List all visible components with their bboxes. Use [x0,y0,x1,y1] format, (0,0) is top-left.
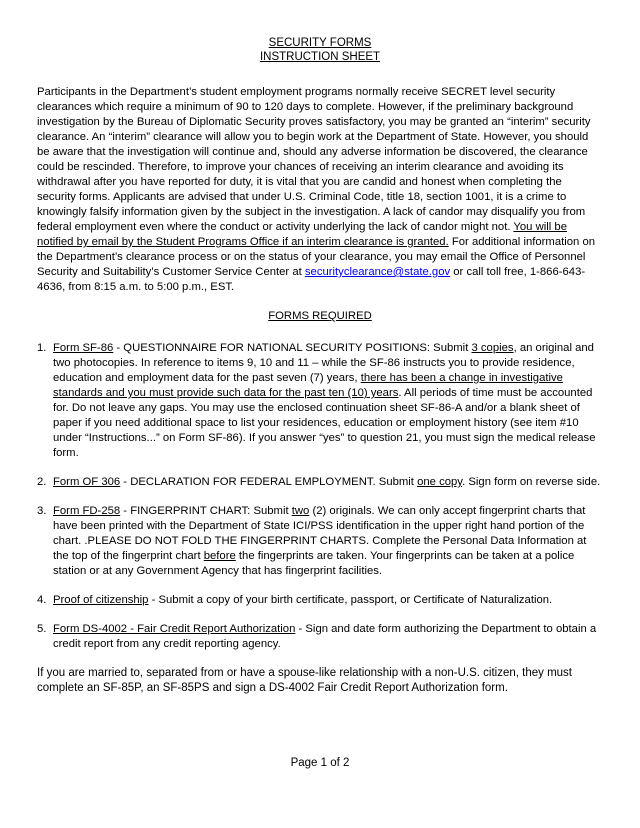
form-name: Form OF 306 [53,476,121,488]
item-text: - QUESTIONNAIRE FOR NATIONAL SECURITY POSITIONS: Submit [113,342,472,354]
copies-count: one copy [417,476,463,488]
list-item-ds4002 [37,622,603,652]
form-name: Form DS-4002 - Fair Credit Report Authorization [53,623,296,635]
form-name: Proof of citizenship [53,594,149,606]
item-text: - Submit a copy of your birth certificate, passport, or Certificate of Naturalization. [148,594,553,606]
item-text: - DECLARATION FOR FEDERAL EMPLOYMENT. Submit [120,476,418,488]
item-text: . All periods of time must be accounted for. Do not leave any gaps. You may use the enclosed continuation sheet SF-86-A and/or a blank sheet of paper if you need additional space to list your residences, education or employment history (see item #10 under “Instructions...” on Form SF-86). If you answer “yes” to question 21, you must sign the medical release form. [53,387,596,459]
list-item-fd258 [37,504,603,579]
title-line-1: SECURITY FORMS [268,37,372,49]
list-item-of306 [37,475,603,490]
intro-text-3: or call toll free, 1-866-643-4636, from 8:15 a.m. to 5:00 p.m., EST. [37,266,586,293]
item-text: (2) originals. We can only accept fingerprint charts that have been printed with the Department of State ICI/PSS identification in the upper right hand portion of the chart. .PLEASE DO NOT FOLD THE FINGERPRINT CHARTS. Complete the Personal Data Information at the top of the fingerprint chart [53,505,587,562]
document-title [37,36,603,64]
document-page [37,36,603,708]
before-emphasis: before [203,550,236,562]
standards-notice: there has been a change in investigative standards and you must provide such data for the past ten (10) years [53,372,563,399]
intro-text: Participants in the Department’s student employment programs normally receive SECRET level security clearances which require a minimum of 90 to 120 days to complete. However, if the preliminary background investigation by the Bureau of Diplomatic Security proves satisfactory, you may be granted an “interim” security clearance. An “interim” clearance will allow you to begin work at the Department of State. However, you should be aware that the investigation will continue and, should any adverse information be discovered, the clearance could be rescinded. Therefore, to improve your chances of receiving an interim clearance and avoiding its withdrawal after you have reported for duty, it is vital that you are candid and honest when completing the security forms. Applicants are advised that under U.S. Criminal Code, title 18, section 1001, it is a crime to knowingly falsify information given by the subject in the investigation. A lack of candor may disqualify you from federal employment even where the conduct or activity underlying the lack of candor might not. [37,86,591,233]
page-number: Page 1 of 2 [290,757,350,769]
item-text: - FINGERPRINT CHART: Submit [120,505,292,517]
item-number: 3. [37,505,47,517]
forms-list [37,341,603,652]
copies-count: two [291,505,310,517]
item-number: 2. [37,476,47,488]
item-text: the fingerprints are taken. Your fingerprints can be taken at a police station or at any Government Agency that has fingerprint facilities. [53,550,575,577]
item-text: . Sign form on reverse side. [462,476,601,488]
item-number: 4. [37,594,47,606]
item-number: 1. [37,342,47,354]
intro-paragraph [37,85,603,295]
email-link[interactable]: securityclearance@state.gov [304,266,451,278]
list-item-citizenship [37,593,603,608]
form-name: Form SF-86 [53,342,114,354]
item-number: 5. [37,623,47,635]
intro-text-2: For additional information on the Department’s clearance process or on the status of your clearance, you may email the Office of Personnel Security and Suitability’s Customer Service Center at [37,236,596,278]
closing-paragraph: If you are married to, separated from or have a spouse-like relationship with a non-U.S. citizen, they must complete an SF-85P, an SF-85PS and sign a DS-4002 Fair Credit Report Authorization form. [37,667,573,694]
interim-notice: You will be notified by email by the Student Programs Office if an interim clearance is granted. [37,221,567,248]
title-line-2: INSTRUCTION SHEET [259,51,381,63]
item-text: , an original and two photocopies. In reference to items 9, 10 and 11 – while the SF-86 instructs you to provide residence, education and employment data for the past seven (7) years, [53,342,594,384]
form-name: Form FD-258 [53,505,121,517]
forms-required-heading: FORMS REQUIRED [268,310,372,322]
copies-count: 3 copies [471,342,514,354]
item-text: - Sign and date form authorizing the Department to obtain a credit report from any credit reporting agency. [53,623,597,650]
list-item-sf86 [37,341,603,461]
